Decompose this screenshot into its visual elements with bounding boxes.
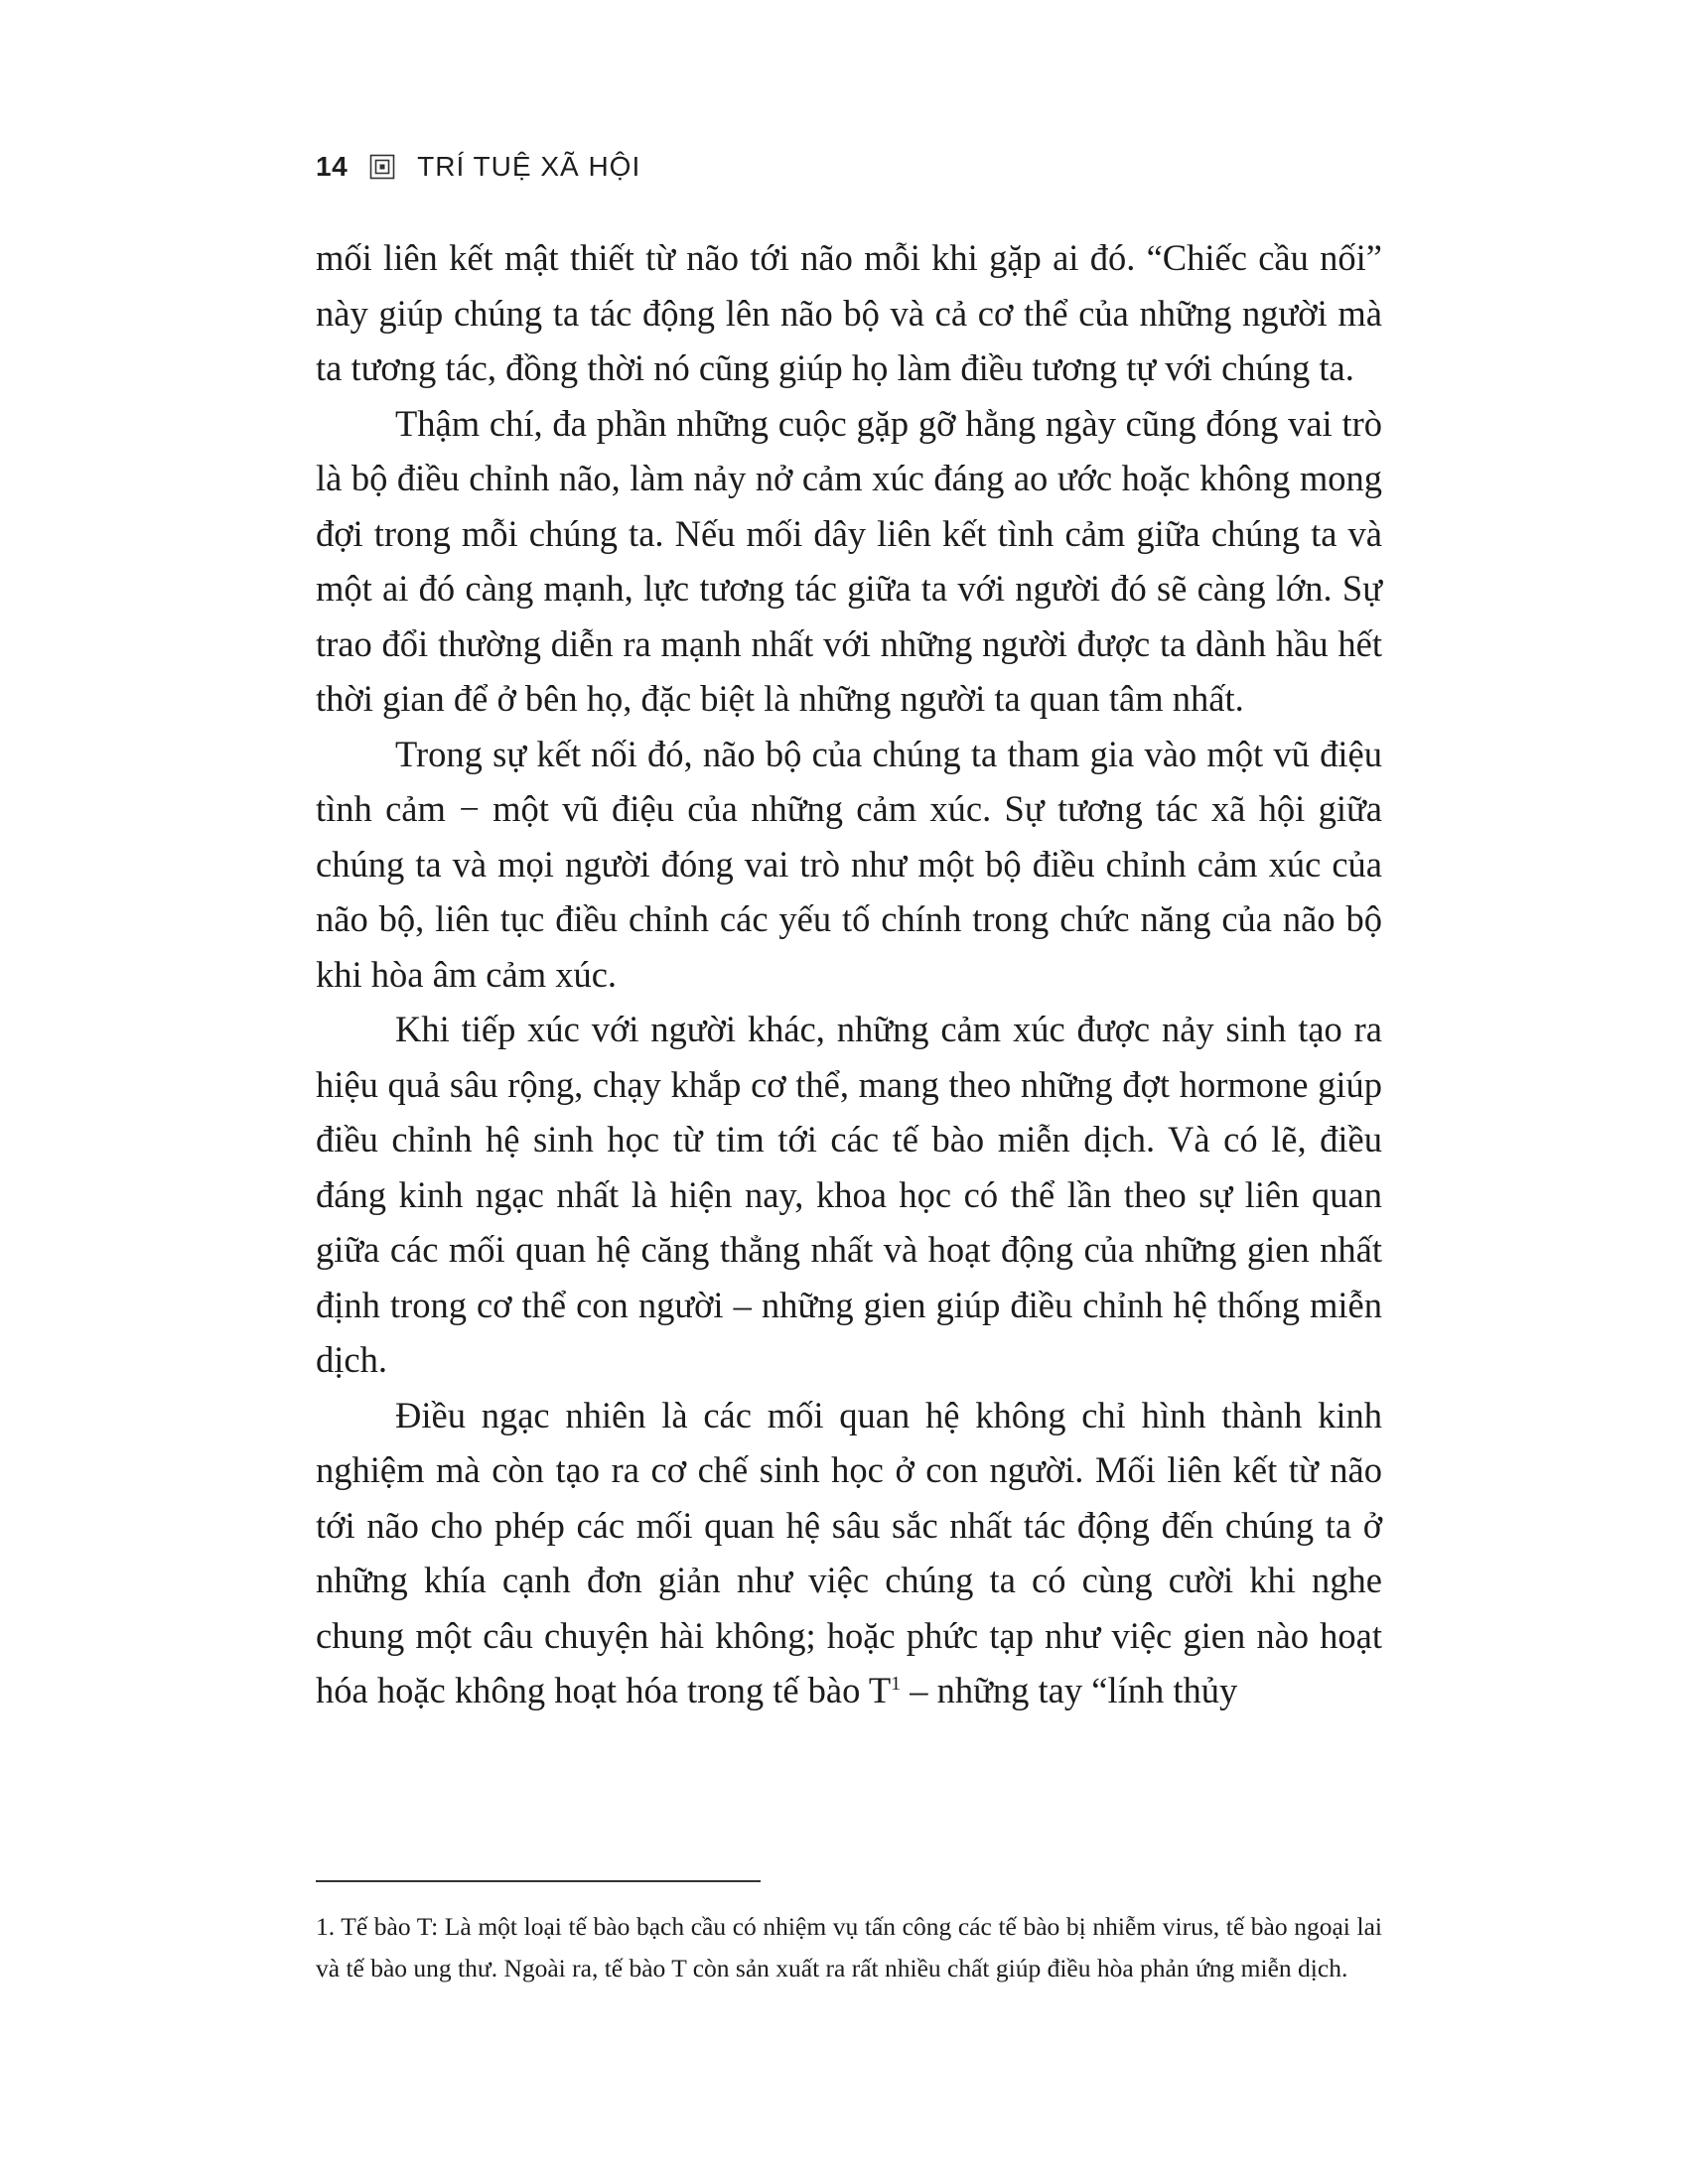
paragraph-1: mối liên kết mật thiết từ não tới não mỗi khi gặp ai đó. “Chiếc cầu nối” này giúp chúng ta tác động lên não bộ và cả cơ thể của những người mà ta tương tác, đồng thời nó cũng giúp họ làm điều tương tự với chúng ta. xyxy=(316,237,1382,388)
paragraph-5-text: Điều ngạc nhiên là các mối quan hệ không chỉ hình thành kinh nghiệm mà còn tạo ra cơ chế sinh học ở con người. Mối liên kết từ não tới não cho phép các mối quan hệ sâu sắc nhất tác động đến chúng ta ở những khía cạnh đơn giản như việc chúng ta có cùng cười khi nghe chung một câu chuyện hài không; hoặc phức tạp như việc gien nào hoạt hóa hoặc không hoạt hóa trong tế bào T xyxy=(316,1394,1382,1710)
paragraph-5-continuation: – những tay “lính thủy xyxy=(901,1670,1238,1710)
book-title: TRÍ TUỆ XÃ HỘI xyxy=(417,151,641,182)
body-text xyxy=(316,230,1382,1718)
square-ornament-icon xyxy=(369,154,395,180)
footnote-reference: 1 xyxy=(891,1672,902,1695)
footnote-1: 1. Tế bào T: Là một loại tế bào bạch cầu có nhiệm vụ tấn công các tế bào bị nhiễm virus, tế bào ngoại lai và tế bào ung thư. Ngoài ra, tế bào T còn sản xuất ra rất nhiều chất giúp điều hòa phản ứng miễn dịch. xyxy=(316,1912,1382,1982)
paragraph-5 xyxy=(316,1388,1382,1718)
footnote-separator xyxy=(316,1880,761,1882)
paragraph-2: Thậm chí, đa phần những cuộc gặp gỡ hằng ngày cũng đóng vai trò là bộ điều chỉnh não, làm nảy nở cảm xúc đáng ao ước hoặc không mong đợi trong mỗi chúng ta. Nếu mối dây liên kết tình cảm giữa chúng ta và một ai đó càng mạnh, lực tương tác giữa ta với người đó sẽ càng lớn. Sự trao đổi thường diễn ra mạnh nhất với những người được ta dành hầu hết thời gian để ở bên họ, đặc biệt là những người ta quan tâm nhất. xyxy=(316,402,1382,719)
paragraph-4: Khi tiếp xúc với người khác, những cảm xúc được nảy sinh tạo ra hiệu quả sâu rộng, chạy khắp cơ thể, mang theo những đợt hormone giúp điều chỉnh hệ sinh học từ tim tới các tế bào miễn dịch. Và có lẽ, điều đáng kinh ngạc nhất là hiện nay, khoa học có thể lần theo sự liên quan giữa các mối quan hệ căng thẳng nhất và hoạt động của những gien nhất định trong cơ thể con người – những gien giúp điều chỉnh hệ thống miễn dịch. xyxy=(316,1009,1382,1380)
page-number: 14 xyxy=(316,151,349,182)
paragraph-3: Trong sự kết nối đó, não bộ của chúng ta tham gia vào một vũ điệu tình cảm − một vũ điệu của những cảm xúc. Sự tương tác xã hội giữa chúng ta và mọi người đóng vai trò như một bộ điều chỉnh cảm xúc của não bộ, liên tục điều chỉnh các yếu tố chính trong chức năng của não bộ khi hòa âm cảm xúc. xyxy=(316,733,1382,995)
running-header xyxy=(316,147,640,187)
footnotes xyxy=(316,1906,1382,1989)
